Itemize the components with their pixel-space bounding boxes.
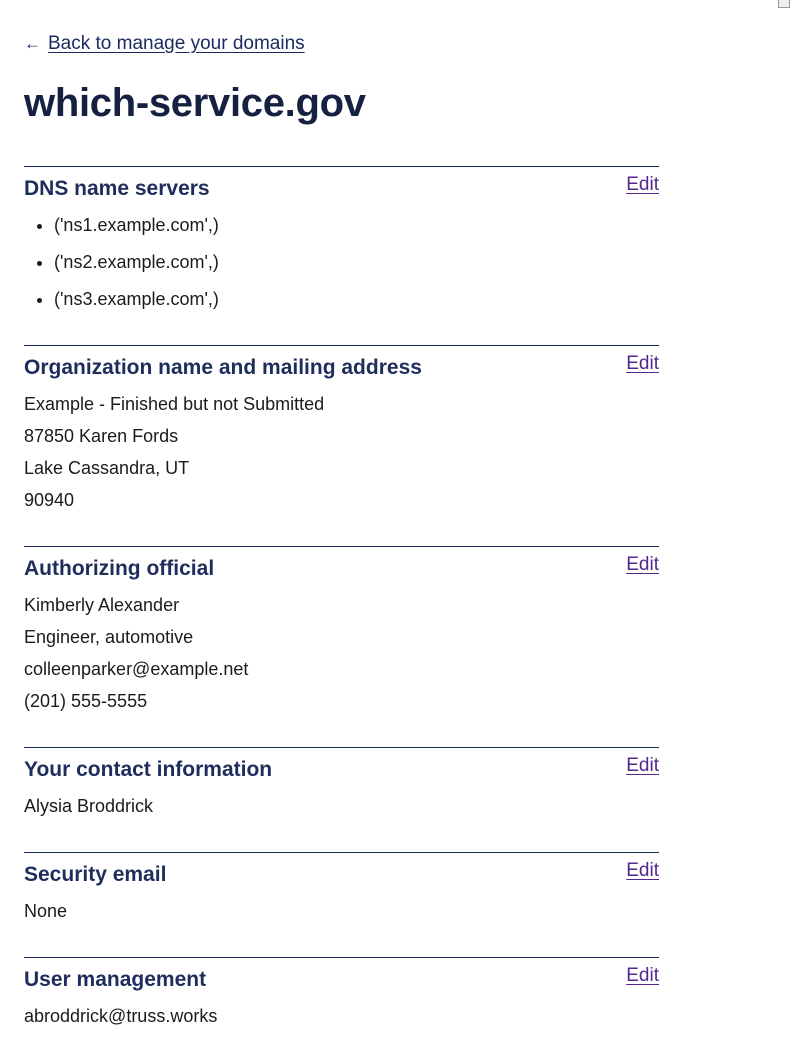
edit-dns-link[interactable]: Edit <box>626 174 659 195</box>
section-dns-name-servers <box>24 166 659 345</box>
section-security-email <box>24 852 659 957</box>
user-email: abroddrick@truss.works <box>24 1006 218 1026</box>
name-server-list <box>24 209 659 315</box>
ao-email: colleenparker@example.net <box>24 659 249 679</box>
domain-summary <box>24 166 659 1062</box>
list-item: • ('ns1.example.com',) <box>54 209 659 241</box>
section-user-management <box>24 957 659 1062</box>
edit-security-email-link[interactable]: Edit <box>626 860 659 881</box>
edit-contact-link[interactable]: Edit <box>626 755 659 776</box>
list-item: • ('ns2.example.com',) <box>54 246 659 278</box>
edit-authorizing-official-link[interactable]: Edit <box>626 554 659 575</box>
section-organization <box>24 345 659 546</box>
section-heading: User management <box>24 968 207 991</box>
section-contact-information <box>24 747 659 852</box>
org-city-state: Lake Cassandra, UT <box>24 458 190 478</box>
back-to-domains-link[interactable]: Back to manage your domains <box>48 33 305 54</box>
section-heading: Organization name and mailing address <box>24 356 422 379</box>
section-heading: Your contact information <box>24 758 273 781</box>
arrow-left-icon: ← <box>24 34 41 53</box>
ao-phone: (201) 555-5555 <box>24 691 148 711</box>
security-email-value: None <box>24 901 68 921</box>
ao-name: Kimberly Alexander <box>24 595 180 615</box>
org-name: Example - Finished but not Submitted <box>24 394 325 414</box>
back-link[interactable] <box>24 32 305 56</box>
org-street: 87850 Karen Fords <box>24 426 179 446</box>
contact-name: Alysia Broddrick <box>24 796 154 816</box>
edit-user-management-link[interactable]: Edit <box>626 965 659 986</box>
section-heading: DNS name servers <box>24 177 210 200</box>
section-heading: Security email <box>24 863 167 886</box>
org-zip: 90940 <box>24 490 75 510</box>
section-heading: Authorizing official <box>24 557 215 580</box>
ao-title: Engineer, automotive <box>24 627 194 647</box>
page-title: which-service.gov <box>24 81 366 125</box>
list-item: • ('ns3.example.com',) <box>54 283 659 315</box>
edit-organization-link[interactable]: Edit <box>626 353 659 374</box>
window-corner-icon <box>778 0 790 8</box>
section-authorizing-official <box>24 546 659 747</box>
